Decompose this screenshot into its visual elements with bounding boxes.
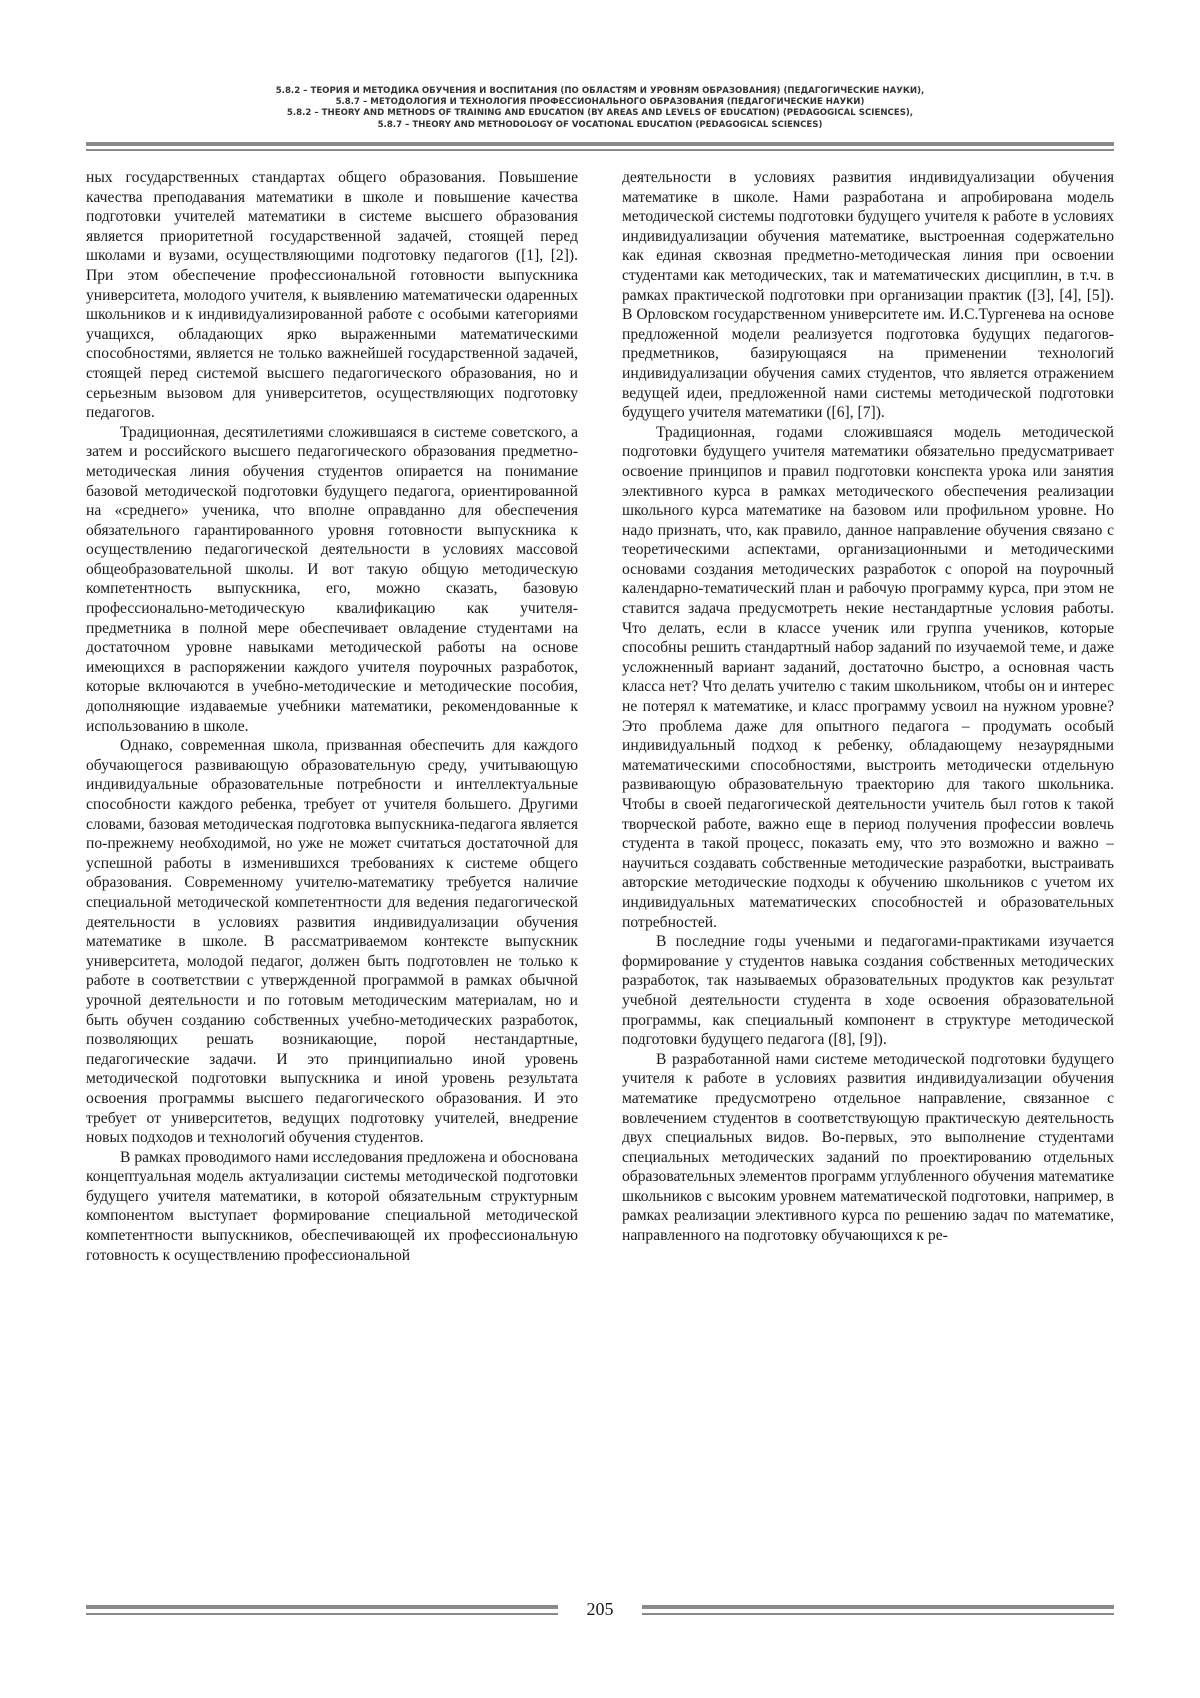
footer-rule-left [86, 1605, 558, 1615]
article-body [86, 168, 1114, 1578]
left-column [86, 168, 578, 1578]
page-footer [86, 1600, 1114, 1624]
paragraph: В рамках проводимого нами исследования предложена и обоснована концептуальная модель актуализации системы методической подготовки будущего учителя математики, в которой обязательным структурным компонентом выступает формирование специальной методической компетентности выпускников, обеспечивающей их профессиональную готовность к осуществлению профессиональной [86, 1148, 578, 1264]
paragraph: В последние годы учеными и педагогами-практиками изучается формирование у студентов навыка создания собственных методических разработок, так называемых образовательных продуктов как результат учебной деятельности студента в ходе освоения образовательной программы, как специальный компонент в структуре методической подготовки будущего педагога ([8], [9]). [622, 933, 1114, 1049]
paragraph: Однако, современная школа, призванная обеспечить для каждого обучающегося развивающую образовательную среду, учитывающую индивидуальные образовательные потребности и интеллектуальные способности каждого ребенка, требует от учителя большего. Другими словами, базовая методическая подготовка выпускника-педагога является по-прежнему необходимой, но уже не может считаться достаточной для успешной работы в изменившихся требованиях к системе общего образования. Современному учителю-математику требуется наличие специальной методической компетентности для ведения педагогической деятельности в условиях развития индивидуализации обучения математике в школе. В рассматриваемом контексте выпускник университета, молодой педагог, должен быть подготовлен не только к работе в соответствии с утвержденной программой в рамках обычной урочной деятельности и по готовым методическим материалам, но и быть обучен созданию собственных учебно-методических разработок, позволяющих решать возникающие, порой нестандартные, педагогические задачи. И это принципиально иной уровень методической подготовки выпускника и иной уровень результата освоения программы высшего педагогического образования. И это требует от университетов, ведущих подготовку учителей, внедрение новых подходов и технологий обучения студентов. [86, 737, 578, 1147]
header-line-4: 5.8.7 – THEORY AND METHODOLOGY OF VOCATIONAL EDUCATION (PEDAGOGICAL SCIENCES) [377, 119, 823, 130]
header-rule-thin [86, 149, 1114, 151]
paragraph: деятельности в условиях развития индивидуализации обучения математике в школе. Нами разработана и апробирована модель методической системы подготовки будущего учителя к работе в условиях индивидуализации обучения математике, выстроенная содержательно как единая сквозная предметно-методическая линия при освоении студентами как методических, так и математических дисциплин, в т.ч. в рамках практической подготовки при организации практик ([3], [4], [5]). В Орловском государственном университете им. И.С.Тургенева на основе предложенной модели реализуется подготовка будущих педагогов-предметников, базирующаяся на применении технологий индивидуализации обучения самих студентов, что является отражением ведущей идеи, предложенной нами системы методической подготовки будущего учителя математики ([6], [7]). [622, 169, 1114, 422]
running-header [86, 86, 1114, 131]
header-line-2: 5.8.7 – МЕТОДОЛОГИЯ И ТЕХНОЛОГИЯ ПРОФЕССИОНАЛЬНОГО ОБРАЗОВАНИЯ (ПЕДАГОГИЧЕСКИЕ НАУКИ) [335, 97, 865, 108]
header-rule-thick [86, 142, 1114, 146]
page-number: 205 [586, 1599, 614, 1619]
paragraph: ных государственных стандартах общего образования. Повышение качества преподавания математики в школе и повышение качества подготовки учителей математики в системе высшего образования является приоритетной государственной задачей, стоящей перед школами и вузами, осуществляющими подготовку педагогов ([1], [2]). При этом обеспечение профессиональной готовности выпускника университета, молодого учителя, к выявлению математически одаренных школьников и к индивидуализированной работе с особыми категориями учащихся, обладающих ярко выраженными математическими способностями, является не только важнейшей государственной задачей, стоящей перед системой высшего педагогического образования, но и серьезным вызовом для университетов, осуществляющих подготовку педагогов. [86, 169, 578, 422]
paragraph: Традиционная, годами сложившаяся модель методической подготовки будущего учителя математики обязательно предусматривает освоение принципов и правил подготовки конспекта урока или занятия элективного курса в рамках методического обеспечения реализации школьного курса математике на базовом или профильном уровне. Но надо признать, что, как правило, данное направление обучения связано с теоретическими аспектами, организационными и методическими основами создания методических разработок с опорой на поурочный календарно-тематический план и рабочую программу курса, при этом не ставится задача предусмотреть некие нестандартные условия работы. Что делать, если в классе ученик или группа учеников, которые способны решить стандартный набор заданий по изучаемой теме, и даже усложненный вариант заданий, достаточно быстро, а основная часть класса нет? Что делать учителю с таким школьником, чтобы он и интерес не потерял к математике, и класс программу усвоил на нужном уровне? Это проблема даже для опытного педагога – продумать особый индивидуальный подход к ребенку, обладающему незаурядными математическими способностями, выстроить методически отдельную развивающую образовательную траекторию для такого школьника. Чтобы в своей педагогической деятельности учитель был готов к такой творческой работе, важно еще в период получения профессии вовлечь студента в такой процесс, показать ему, что это возможно и важно – научиться создавать собственные методические разработки, выстраивать авторские методические подходы к обучению школьников с учетом их индивидуальных математических способностей и образовательных потребностей. [622, 423, 1114, 931]
footer-rule-right [642, 1605, 1114, 1615]
paragraph: Традиционная, десятилетиями сложившаяся в системе советского, а затем и российского высшего педагогического образования предметно-методическая линия обучения студентов опирается на понимание базовой методической подготовки будущего педагога, ориентированной на «среднего» ученика, что вполне оправданно для обеспечения обязательного гарантированного уровня готовности выпускника к осуществлению педагогической деятельности в условиях массовой общеобразовательной школы. И вот такую общую методическую компетентность выпускника, его, можно сказать, базовую профессионально-методическую квалификацию как учителя-предметника в полной мере обеспечивает овладение студентами на достаточном уровне навыками методической работы на основе имеющихся в распоряжении каждого учителя поурочных разработок, которые включаются в учебно-методические и методические пособия, дополняющие издаваемые учебники математики, рекомендованные к использованию в школе. [86, 423, 578, 735]
right-column [622, 168, 1114, 1578]
paragraph: В разработанной нами системе методической подготовки будущего учителя к работе в условиях развития индивидуализации обучения математике предусмотрено отдельное направление, связанное с вовлечением студентов в соответствующую практическую деятельность двух специальных видов. Во-первых, это выполнение студентами специальных методических заданий по проектированию отдельных образовательных элементов программ углубленного обучения математике школьников с высоким уровнем математической подготовки, например, в рамках реализации элективного курса по решению задач по математике, направленного на подготовку обучающихся к ре- [622, 1050, 1114, 1245]
header-line-1: 5.8.2 – ТЕОРИЯ И МЕТОДИКА ОБУЧЕНИЯ И ВОСПИТАНИЯ (ПО ОБЛАСТЯМ И УРОВНЯМ ОБРАЗОВАНИЯ) (ПЕДАГОГИЧЕСКИЕ НАУКИ), [275, 86, 925, 96]
header-line-3: 5.8.2 – THEORY AND METHODS OF TRAINING AND EDUCATION (BY AREAS AND LEVELS OF EDUCATION) (PEDAGOGICAL SCIENCES), [286, 108, 914, 119]
